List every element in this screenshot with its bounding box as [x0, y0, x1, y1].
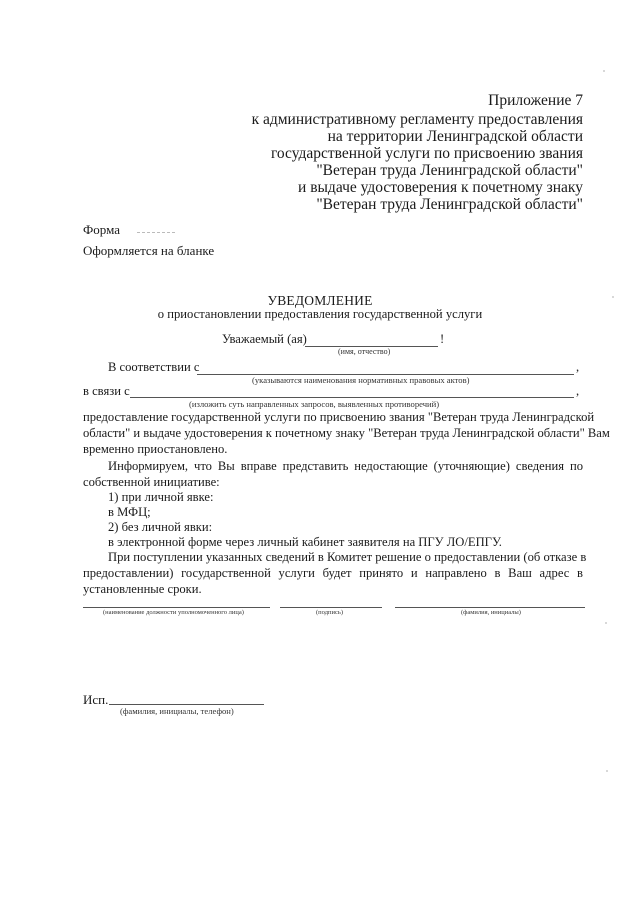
notice-title: УВЕДОМЛЕНИЕ: [267, 293, 373, 308]
body-line-1: предоставление государственной услуги по присвоению звания "Ветеран труда Ленинградской: [83, 410, 595, 424]
option-remote: 2) без личной явки:: [108, 520, 213, 534]
option-mfc: в МФЦ;: [108, 505, 151, 519]
comma-2: ,: [576, 384, 580, 398]
name-line: [395, 607, 585, 608]
addressee-caption: (имя, отчество): [338, 347, 391, 356]
scan-speck: [603, 70, 605, 72]
reason-lead: в связи с: [83, 384, 130, 398]
appendix-line-4: государственной услуги по присвоению звания: [270, 145, 583, 162]
form-label: Форма: [83, 222, 120, 237]
greeting-text: Уважаемый (ая): [222, 332, 307, 346]
form-type-blank: [137, 232, 175, 233]
decision-line-2: предоставлении) государственной услуги будет принято и направлено в Ваш адрес в: [83, 566, 583, 580]
appendix-line-5: "Ветеран труда Ленинградской области": [316, 162, 583, 179]
inform-line-2: собственной инициативе:: [83, 475, 220, 489]
notice-subtitle: о приостановлении предоставления государственной услуги: [157, 307, 483, 321]
appendix-line-3: на территории Ленинградской области: [327, 128, 583, 145]
legal-acts-caption: (указываются наименования нормативных правовых актов): [252, 375, 470, 385]
accordance-lead: В соответствии с: [108, 360, 200, 374]
appendix-line-7: "Ветеран труда Ленинградской области": [316, 196, 583, 213]
blank-note: Оформляется на бланке: [83, 243, 215, 258]
decision-line-3: установленные сроки.: [83, 582, 202, 596]
executor-line: [109, 704, 264, 705]
body-line-2: области" и выдаче удостоверения к почетному знаку "Ветеран труда Ленинградской области" Вам: [83, 426, 610, 440]
position-line: [83, 607, 270, 608]
comma-1: ,: [576, 360, 580, 374]
decision-line-1: При поступлении указанных сведений в Комитет решение о предоставлении (об отказе в: [108, 550, 587, 564]
body-line-3: временно приостановлено.: [83, 442, 228, 456]
option-electronic: в электронной форме через личный кабинет заявителя на ПГУ ЛО/ЕПГУ.: [108, 535, 502, 549]
executor-caption: (фамилия, инициалы, телефон): [120, 706, 234, 716]
position-caption: (наименование должности уполномоченного лица): [103, 609, 244, 616]
signature-line: [280, 607, 382, 608]
inform-line-1: Информируем, что Вы вправе представить недостающие (уточняющие) сведения по: [108, 459, 583, 473]
appendix-line-2: к административному регламенту предоставления: [251, 111, 583, 128]
scan-speck: [605, 622, 607, 624]
reason-line: [130, 397, 574, 398]
scan-speck: [606, 770, 608, 772]
signature-caption: (подпись): [316, 609, 343, 616]
appendix-line-6: и выдаче удостоверения к почетному знаку: [298, 179, 583, 196]
name-caption: (фамилия, инициалы): [461, 609, 521, 616]
greeting-exclamation: !: [440, 332, 445, 346]
executor-label: Исп.: [83, 692, 109, 707]
appendix-line-1: Приложение 7: [488, 92, 583, 109]
reason-caption: (изложить суть направленных запросов, выявленных противоречий): [189, 399, 440, 409]
option-in-person: 1) при личной явке:: [108, 490, 214, 504]
